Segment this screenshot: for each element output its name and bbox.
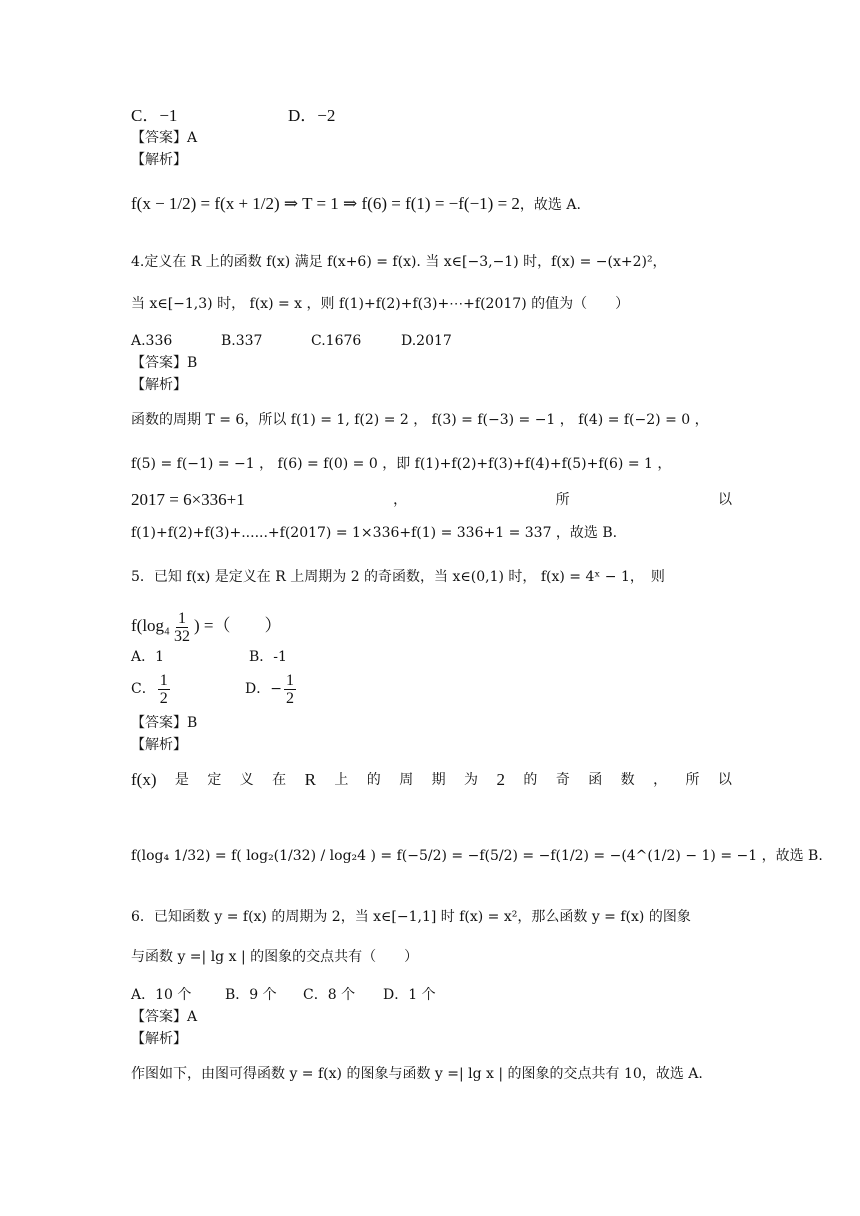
q5-solution-line2: f(log₄ 1/32) = f( log₂(1/32) / log₂4 ) = f(−5/2) = −f(5/2) = −f(1/2) = −(4^(1/2) − 1) = −1 ，故选 B. <box>131 848 823 864</box>
q5-sol1-word: 为 <box>464 772 479 788</box>
q4-sol3-part: 2017 = 6×336+1 <box>131 490 245 509</box>
q5-sol1-word: 数 <box>620 772 635 788</box>
q4-solution-line3 <box>131 490 732 510</box>
q3-solution-math: f(x − 1/2) = f(x + 1/2) ⇒ T = 1 ⇒ f(6) = f(1) = −f(−1) = 2 <box>131 194 520 213</box>
q5-sol1-word: 所 <box>685 772 700 788</box>
q4-sol3-part: 以 <box>717 492 732 508</box>
q5-sol1-word: f(x) <box>131 770 157 789</box>
q5-f-log-suffix: ) =（ ） <box>193 616 282 635</box>
q6-option-a: A．10 个 <box>131 987 192 1003</box>
q5-sol1-word: 2 <box>496 770 505 789</box>
q5-sol1-word: 定 <box>207 772 222 788</box>
q5-sol1-word: 期 <box>431 772 446 788</box>
q5-sol1-word: 是 <box>174 772 189 788</box>
q5-solution-line1 <box>131 770 732 790</box>
q4-option-d: D.2017 <box>401 333 452 349</box>
fraction-numerator: 1 <box>159 671 168 689</box>
q6-option-c: C．8 个 <box>303 987 356 1003</box>
q3-answer: 【答案】A <box>131 130 198 146</box>
q5-fraction <box>172 610 192 645</box>
q4-answer: 【答案】B <box>131 355 198 371</box>
q6-option-d: D．1 个 <box>383 987 436 1003</box>
fraction-denominator: 2 <box>285 689 294 707</box>
q5-stem-line1: 5．已知 f(x) 是定义在 R 上周期为 2 的奇函数，当 x∈(0,1) 时， f(x) = 4ˣ − 1， 则 <box>131 569 665 585</box>
q4-option-c: C.1676 <box>311 333 362 349</box>
q4-stem-line1: 4.定义在 R 上的函数 f(x) 满足 f(x+6) = f(x). 当 x∈[−3,−1) 时，f(x) = −(x+2)²， <box>131 254 667 270</box>
q6-option-b: B．9 个 <box>225 987 277 1003</box>
q5-sol1-word: 周 <box>399 772 414 788</box>
q4-solution-line1: 函数的周期 T = 6，所以 f(1) = 1, f(2) = 2 ， f(3) = f(−3) = −1 ， f(4) = f(−2) = 0 ， <box>131 412 709 428</box>
fraction-denominator: 32 <box>173 627 190 645</box>
q6-stem-line2: 与函数 y =| lg x | 的图象的交点共有（ ） <box>131 949 419 965</box>
q5-option-a: A．1 <box>131 649 165 665</box>
q3-analysis-label: 【解析】 <box>131 152 187 168</box>
q6-stem-line1: 6．已知函数 y = f(x) 的周期为 2，当 x∈[−1,1] 时 f(x) = x²，那么函数 y = f(x) 的图象 <box>131 909 691 925</box>
q6-answer: 【答案】A <box>131 1009 198 1025</box>
q5-sol1-word: 在 <box>272 772 287 788</box>
q5-answer: 【答案】B <box>131 715 198 731</box>
q5-option-c <box>131 668 172 710</box>
q6-analysis-label: 【解析】 <box>131 1031 187 1047</box>
option-label: C． <box>131 681 156 697</box>
q4-stem-line2: 当 x∈[−1,3) 时， f(x) = x ，则 f(1)+f(2)+f(3)+⋯+f(2017) 的值为（ ） <box>131 296 630 312</box>
q6-solution: 作图如下，由图可得函数 y = f(x) 的图象与函数 y =| lg x | 的图象的交点共有 10，故选 A. <box>131 1066 703 1082</box>
q4-option-b: B.337 <box>221 333 263 349</box>
fraction-numerator: 1 <box>285 671 294 689</box>
q3-solution-end: ，故选 A. <box>519 197 581 213</box>
q5-sol1-word: 的 <box>366 772 381 788</box>
q5-option-b: B．-1 <box>249 649 287 665</box>
q4-solution-line4: f(1)+f(2)+f(3)+......+f(2017) = 1×336+f(1) = 336+1 = 337 ，故选 B. <box>131 525 618 541</box>
q5-sol1-word: ， <box>653 772 668 788</box>
fraction-numerator: 1 <box>177 609 186 627</box>
q4-option-a: A.336 <box>131 333 173 349</box>
q5-sol1-word: 函 <box>588 772 603 788</box>
option-label: D．− <box>245 681 282 697</box>
q5-option-d <box>245 668 298 710</box>
q5-sol1-word: 上 <box>334 772 349 788</box>
q4-sol3-part: ， <box>393 492 408 508</box>
q5-sol1-word: 奇 <box>555 772 570 788</box>
q5-sol1-word: 以 <box>717 772 732 788</box>
q5-sol1-word: 的 <box>523 772 538 788</box>
q4-analysis-label: 【解析】 <box>131 377 187 393</box>
q4-sol3-part: 所 <box>555 492 570 508</box>
option-fraction <box>284 672 296 707</box>
q5-analysis-label: 【解析】 <box>131 737 187 753</box>
q5-sol1-word: R <box>304 770 316 789</box>
q5-stem-line2 <box>131 605 732 648</box>
q3-option-c: C．−1 <box>131 106 178 125</box>
q5-sol1-word: 义 <box>239 772 254 788</box>
option-fraction <box>158 672 170 707</box>
q5-f-log-prefix: f(log₄ <box>131 616 170 635</box>
fraction-denominator: 2 <box>159 689 168 707</box>
q4-solution-line2: f(5) = f(−1) = −1 ， f(6) = f(0) = 0 ，即 f(1)+f(2)+f(3)+f(4)+f(5)+f(6) = 1 ， <box>131 456 672 472</box>
q3-option-d: D．−2 <box>288 106 336 125</box>
q3-solution <box>131 183 732 226</box>
